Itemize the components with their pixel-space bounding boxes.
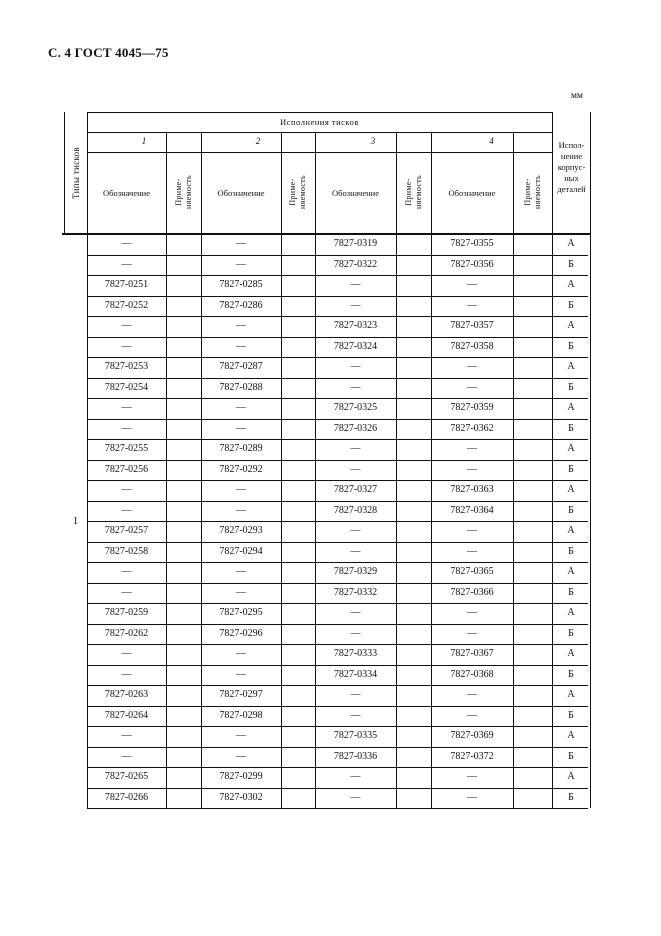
variant-1-designation: —	[121, 668, 132, 680]
variant-4-designation: —	[467, 381, 477, 393]
designation-header: Обозначение	[217, 188, 265, 198]
variant-4-designation: —	[467, 463, 477, 475]
variant-3-designation: —	[350, 627, 361, 639]
variant-4-designation: 7827-0362	[450, 422, 494, 434]
designation-header: Обозначение	[332, 188, 379, 198]
variant-2-designation: —	[236, 750, 246, 762]
variant-4-designation: —	[467, 771, 477, 782]
variant-2-designation: —	[236, 730, 246, 741]
variant-2-designation: 7827-0295	[219, 607, 263, 618]
body-parts-version: Б	[568, 750, 574, 762]
grid-line-vertical	[64, 112, 65, 233]
designation-header: Обозначение	[103, 188, 150, 198]
variant-2-designation: 7827-0287	[219, 361, 263, 372]
variant-1-designation: 7827-0263	[104, 689, 149, 700]
body-parts-version: А	[567, 771, 575, 782]
variant-3-designation: —	[350, 361, 361, 372]
body-parts-version: Б	[568, 381, 574, 393]
variant-number: 2	[255, 136, 261, 146]
variant-1-designation: 7827-0252	[104, 299, 149, 311]
variant-number: 1	[141, 136, 147, 146]
variant-3-designation: 7827-0324	[333, 340, 378, 352]
variant-3-designation: 7827-0332	[333, 586, 378, 598]
variant-1-designation: —	[121, 484, 132, 495]
variant-4-designation: —	[467, 689, 477, 700]
variant-1-designation: 7827-0259	[104, 607, 149, 618]
variant-3-designation: —	[350, 771, 361, 782]
body-parts-version: А	[567, 320, 575, 331]
group-label: Исполнения тисков	[280, 117, 359, 127]
variant-2-designation: —	[236, 586, 246, 598]
body-parts-version: А	[567, 361, 575, 372]
variant-1-designation: 7827-0265	[104, 771, 149, 782]
variant-4-designation: 7827-0368	[450, 668, 494, 680]
page-title: С. 4 ГОСТ 4045—75	[48, 45, 169, 60]
body-parts-version: А	[567, 689, 575, 700]
variant-1-designation: —	[121, 320, 132, 331]
variant-4-designation: 7827-0372	[450, 750, 494, 762]
variant-3-designation: 7827-0325	[333, 402, 378, 413]
variant-1-designation: —	[121, 750, 132, 762]
variant-4-designation: 7827-0364	[450, 504, 494, 516]
body-parts-version: Б	[568, 258, 574, 270]
variant-number: 4	[489, 136, 494, 146]
body-parts-version: Б	[568, 791, 574, 803]
grid-line-vertical	[590, 112, 591, 808]
variant-2-designation: 7827-0292	[219, 463, 263, 475]
variant-3-designation: 7827-0323	[333, 320, 378, 331]
body-parts-version: Б	[568, 299, 574, 311]
applicability-header: Приме- няемость	[403, 175, 423, 209]
variant-3-designation: —	[350, 381, 361, 393]
variant-2-designation: —	[236, 320, 246, 331]
variant-2-designation: 7827-0289	[219, 443, 263, 454]
variant-1-designation: —	[121, 422, 132, 434]
variant-3-designation: 7827-0334	[333, 668, 378, 680]
variant-3-designation: 7827-0327	[333, 484, 378, 495]
variant-2-designation: 7827-0298	[219, 709, 263, 721]
types-label: Типы тисков	[70, 146, 81, 199]
variant-4-designation: —	[467, 791, 477, 803]
variant-2-designation: —	[236, 504, 246, 516]
variant-2-designation: 7827-0297	[219, 689, 263, 700]
variant-1-designation: 7827-0255	[104, 443, 149, 454]
variant-3-designation: 7827-0335	[333, 730, 378, 741]
variant-3-designation: 7827-0319	[333, 238, 378, 249]
variant-4-designation: 7827-0366	[450, 586, 494, 598]
variant-4-designation: 7827-0369	[450, 730, 494, 741]
variant-2-designation: —	[236, 402, 246, 413]
variant-4-designation: 7827-0358	[450, 340, 494, 352]
variant-1-designation: —	[121, 730, 132, 741]
variant-2-designation: 7827-0286	[219, 299, 263, 311]
body-parts-version: Б	[568, 422, 574, 434]
variant-3-designation: 7827-0328	[333, 504, 378, 516]
variant-4-designation: —	[467, 443, 477, 454]
variant-4-designation: 7827-0355	[450, 238, 494, 249]
applicability-header: Приме- няемость	[288, 175, 307, 209]
variant-4-designation: —	[467, 709, 477, 721]
variant-2-designation: —	[236, 484, 246, 495]
variant-1-designation: 7827-0264	[104, 709, 149, 721]
variant-2-designation: —	[236, 648, 246, 659]
body-parts-version: Б	[568, 627, 574, 639]
variant-3-designation: —	[350, 299, 361, 311]
body-parts-version: Б	[568, 668, 574, 680]
variant-2-designation: 7827-0294	[219, 545, 263, 557]
variant-1-designation: —	[121, 402, 132, 413]
grid-line-horizontal	[87, 152, 552, 153]
variant-3-designation: —	[350, 463, 361, 475]
body-parts-version: А	[567, 238, 575, 249]
variant-3-designation: 7827-0326	[333, 422, 378, 434]
body-parts-version: Б	[568, 545, 574, 557]
variant-2-designation: 7827-0288	[219, 381, 263, 393]
variant-4-designation: 7827-0367	[450, 648, 494, 659]
type-value: 1	[72, 514, 79, 527]
variant-2-designation: —	[236, 422, 246, 434]
variant-1-designation: 7827-0253	[104, 361, 149, 372]
body-parts-version: А	[567, 525, 575, 536]
variant-3-designation: —	[350, 443, 361, 454]
variant-2-designation: —	[236, 258, 246, 270]
variant-4-designation: 7827-0359	[450, 402, 494, 413]
variant-1-designation: —	[121, 648, 132, 659]
variant-1-designation: 7827-0258	[104, 545, 149, 557]
variant-3-designation: —	[350, 545, 361, 557]
grid-line-horizontal	[87, 112, 552, 113]
variant-2-designation: 7827-0296	[219, 627, 263, 639]
body-parts-version: Б	[568, 709, 574, 721]
variant-2-designation: —	[236, 340, 246, 352]
body-parts-version: А	[567, 484, 575, 495]
variant-4-designation: —	[467, 607, 477, 618]
variant-4-designation: —	[467, 279, 477, 290]
variant-4-designation: —	[467, 525, 477, 536]
variant-4-designation: —	[467, 361, 477, 372]
body-parts-version: А	[567, 443, 575, 454]
variant-4-designation: 7827-0356	[450, 258, 494, 270]
variant-1-designation: 7827-0266	[104, 791, 149, 803]
body-parts-version: А	[567, 730, 575, 741]
applicability-header: Приме- няемость	[173, 175, 193, 209]
variant-2-designation: 7827-0302	[219, 791, 263, 803]
variant-1-designation: 7827-0254	[104, 381, 149, 393]
applicability-header: Приме- няемость	[522, 175, 542, 209]
body-parts-version: Б	[568, 463, 574, 475]
units-label: мм	[571, 91, 584, 101]
variant-2-designation: 7827-0293	[219, 525, 263, 536]
variant-4-designation: 7827-0357	[450, 320, 494, 331]
variant-3-designation: 7827-0336	[333, 750, 378, 762]
body-parts-version: Б	[568, 586, 574, 598]
variant-3-designation: —	[350, 607, 361, 618]
variant-3-designation: —	[350, 709, 361, 721]
variant-number: 3	[370, 136, 376, 146]
designation-header: Обозначение	[448, 188, 496, 198]
body-parts-version: А	[567, 607, 575, 618]
variant-4-designation: —	[467, 627, 477, 639]
variant-4-designation: —	[467, 299, 477, 311]
variant-1-designation: —	[121, 340, 132, 352]
body-parts-version: А	[567, 566, 575, 577]
body-parts-version: Б	[568, 340, 574, 352]
variant-2-designation: —	[236, 238, 246, 249]
variant-1-designation: —	[121, 586, 132, 598]
variant-3-designation: —	[350, 689, 361, 700]
variant-1-designation: 7827-0256	[104, 463, 149, 475]
variant-3-designation: 7827-0333	[333, 648, 378, 659]
variant-3-designation: 7827-0329	[333, 566, 378, 577]
variant-4-designation: —	[467, 545, 477, 557]
variant-1-designation: —	[121, 504, 132, 516]
variant-4-designation: 7827-0365	[450, 566, 494, 577]
variant-1-designation: —	[121, 566, 132, 577]
variant-1-designation: —	[121, 258, 132, 270]
variant-2-designation: —	[236, 566, 246, 577]
variant-1-designation: 7827-0251	[104, 279, 149, 290]
variant-2-designation: 7827-0299	[219, 771, 263, 782]
variant-2-designation: 7827-0285	[219, 279, 263, 290]
variant-3-designation: —	[350, 279, 361, 290]
variant-4-designation: 7827-0363	[450, 484, 494, 495]
variant-3-designation: 7827-0322	[333, 258, 378, 270]
body-parts-version: А	[567, 648, 575, 659]
variant-1-designation: 7827-0257	[104, 525, 149, 536]
variant-3-designation: —	[350, 791, 361, 803]
body-parts-version: А	[567, 279, 575, 290]
body-parts-version: А	[567, 402, 575, 413]
body-parts-version: Б	[568, 504, 574, 516]
variant-1-designation: —	[121, 238, 132, 249]
variant-3-designation: —	[350, 525, 361, 536]
variant-2-designation: —	[236, 668, 246, 680]
variant-1-designation: 7827-0262	[104, 627, 149, 639]
grid-line-horizontal	[87, 808, 588, 809]
body-parts-header: Испол- нение корпус- ных деталей	[557, 140, 586, 194]
grid-line-horizontal	[87, 132, 552, 133]
